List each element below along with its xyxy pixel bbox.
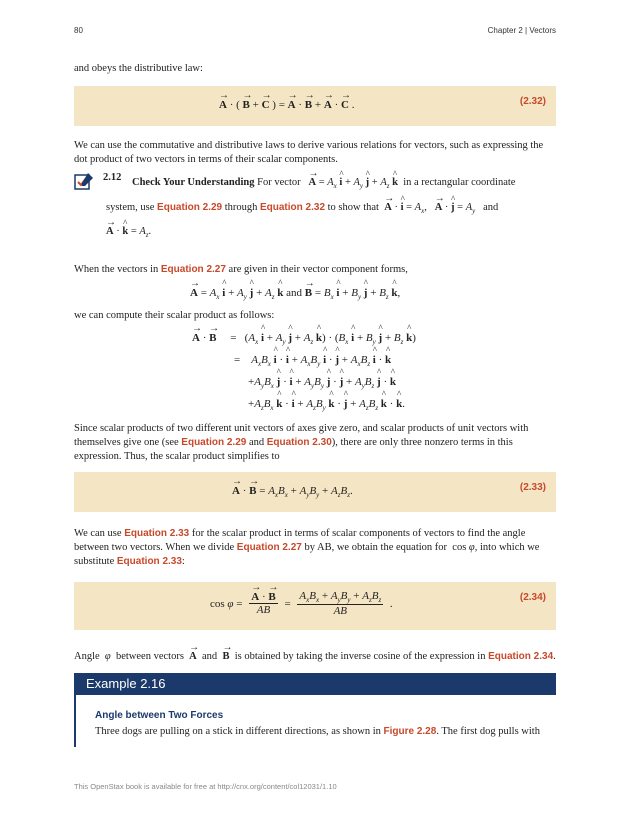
para6-text-e: .: [553, 651, 556, 662]
link-equation-2-30[interactable]: Equation 2.30: [266, 437, 332, 448]
equation-number: (2.33): [519, 482, 546, 493]
paragraph-2: [74, 263, 556, 277]
equation-2-32: → A · ( → B + → C ) = → A · → B + → A · → C .: [219, 99, 354, 111]
para4-text-c: ), there are only three nonzero terms in this expression. Thus, the scalar product simplifies to: [74, 437, 513, 462]
paragraph-4: [74, 422, 556, 464]
example-text-a: Three dogs are pulling on a stick in different directions, as shown in: [95, 726, 381, 737]
check-line-3: → A · ^ $k = A_z$.: [106, 225, 588, 242]
para6-text-d: is obtained by taking the inverse cosine of the expression in: [234, 651, 486, 662]
intro-text: and obeys the distributive law:: [74, 63, 203, 74]
para2-text-a: When the vectors in: [74, 264, 159, 275]
page-number: 80: [74, 26, 83, 35]
expansion-line-2: = $A_xB_x$ ^ i · ^ $i + A_xB_y$ ^ i · ^ $j + A_xB_z$ ^ i · ^ k: [234, 354, 391, 368]
check-text-e: to show that: [327, 202, 379, 213]
para5-text-a: We can use: [74, 528, 122, 539]
check-text-d: through: [224, 202, 258, 213]
example-side-rule: [74, 695, 76, 747]
link-equation-2-27[interactable]: Equation 2.27: [236, 542, 302, 553]
para5-text-c: by AB, we obtain the equation for: [304, 542, 448, 553]
link-equation-2-33[interactable]: Equation 2.33: [116, 556, 182, 567]
example-text: [95, 725, 555, 739]
check-and: and: [483, 202, 499, 213]
example-text-b: . The first dog pulls with: [436, 726, 540, 737]
and-word: and: [286, 287, 303, 299]
link-figure-2-28[interactable]: Figure 2.28: [383, 726, 437, 737]
check-text-a: For vector: [257, 177, 301, 188]
example-subtitle: Angle between Two Forces: [95, 710, 224, 721]
equation-2-33: → A · → $B = A_xB_x + A_yB_y + A_zB_z$.: [232, 485, 353, 499]
para5-text-e: :: [181, 556, 185, 567]
para5-text-b: for the scalar product in terms of scalar components of vectors to find the angle between two vectors. When we divide: [74, 528, 526, 553]
expansion-line-4: $+A_zB_x$ ^ k · ^ $i + A_zB_y$ ^ k · ^ $j + A_zB_z$ ^ k · ^ k.: [248, 398, 405, 412]
equation-number: (2.34): [519, 592, 546, 603]
example-header: [74, 673, 556, 695]
paragraph-1: We can use the commutative and distributive laws to derive various relations for vectors, such as expressing the dot product of two vectors in terms of their scalar components.: [74, 140, 544, 165]
equation-box-2-32: [74, 86, 556, 126]
paragraph-3: we can compute their scalar product as follows:: [74, 310, 275, 321]
check-title: Check Your Understanding: [132, 177, 255, 188]
para6-text-a: Angle: [74, 651, 100, 662]
check-number: 2.12: [103, 172, 122, 183]
para2-text-b: are given in their vector component forms,: [228, 264, 408, 275]
para4-text-b: and: [248, 437, 265, 448]
equation-box-2-33: [74, 472, 556, 512]
component-forms: → $A = A_x$ ^ $i + A_y$ ^ $j + A_z$ ^ k and → $B = B_x$ ^ $i + B_y$ ^ $j + B_z$ ^ k,: [190, 287, 400, 301]
link-equation-2-34[interactable]: Equation 2.34: [488, 651, 554, 662]
para5-text-d: , into which we substitute: [74, 542, 540, 567]
checklist-icon: [74, 172, 94, 190]
paragraph-6: Angle φ between vectors → A and → B is obtained by taking the inverse cosine of the expression in Equation 2.34.: [74, 650, 556, 664]
example-title: Example 2.16: [86, 676, 166, 691]
para6-text-b: between vectors: [115, 651, 184, 662]
link-equation-2-32[interactable]: Equation 2.32: [259, 202, 325, 213]
link-equation-2-29[interactable]: Equation 2.29: [181, 437, 247, 448]
link-equation-2-29[interactable]: Equation 2.29: [157, 202, 223, 213]
chapter-title: Chapter 2 | Vectors: [487, 26, 556, 35]
equation-box-2-34: [74, 582, 556, 630]
check-text-c: system, use: [106, 202, 155, 213]
para6-text-c: and: [202, 651, 218, 662]
para4-text-a: Since scalar products of two different unit vectors of axes give zero, and scalar products of unit vectors with themselves give one (see: [74, 423, 529, 448]
check-line-2: system, use Equation 2.29 through Equation 2.32 to show that → A · ^ $i = A_x$, → A · ^ $j = A_y$ and: [106, 201, 556, 218]
check-text-b: in a rectangular coordinate: [403, 177, 516, 188]
expansion-line-1: → A · → B = ($A_x$ ^ $i + A_y$ ^ $j + A_z$ ^ $k) \cdot (B_x$ ^ $i + B_y$ ^ $j + B_z$ ^ k): [192, 332, 416, 346]
equation-2-34: cos φ = → $\frac{A \cdot \to B}{AB}$ = $A_xB_x + A_yB_y + A_zB_z$ AB .: [210, 590, 393, 617]
paragraph-5: We can use Equation 2.33 for the scalar product in terms of scalar components of vectors to find the angle between two vectors. When we divide Equation 2.27 by AB, we obtain the equation for cos φ, into which we substitute Equation 2.33:: [74, 528, 540, 567]
check-line-1: Check Your Understanding For vector → $A = A_x$ ^ $i + A_y$ ^ $j + A_z$ ^ k in a rectangular coordinate: [132, 176, 552, 193]
equation-number: (2.32): [519, 96, 546, 107]
link-equation-2-33[interactable]: Equation 2.33: [124, 528, 190, 539]
expansion-line-3: $+A_yB_x$ ^ j · ^ $i + A_yB_y$ ^ j · ^ $j + A_yB_z$ ^ j · ^ k: [248, 376, 396, 390]
footer: This OpenStax book is available for free at http://cnx.org/content/col12031/1.10: [74, 782, 337, 791]
link-equation-2-27[interactable]: Equation 2.27: [160, 264, 226, 275]
